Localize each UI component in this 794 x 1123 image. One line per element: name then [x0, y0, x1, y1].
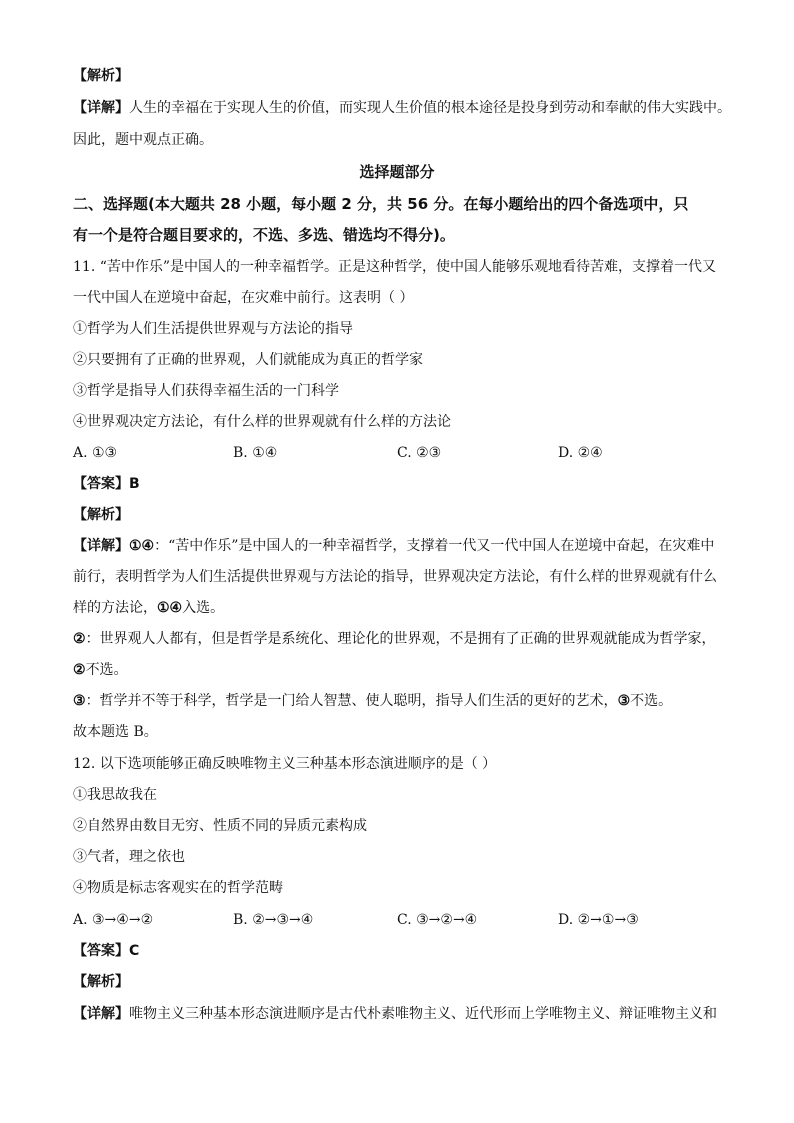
option-d: D. ②→①→③ — [558, 912, 639, 928]
detail-paragraph — [73, 691, 672, 711]
question-11-item: ①哲学为人们生活提供世界观与方法论的指导 — [73, 321, 353, 337]
question-12-item: ③气者，理之依也 — [73, 849, 185, 865]
detail-text: ：“苦中作乐”是中国人的一种幸福哲学，支撑着一代又一代中国人在逆境中奋起，在灾难中 — [154, 538, 715, 554]
detail-text: ：世界观人人都有，但是哲学是系统化、理论化的世界观，不是拥有了正确的世界观就能成为哲学家， — [85, 631, 716, 647]
analysis-label: 【解析】 — [73, 974, 129, 990]
detail-text: 不选。 — [630, 693, 673, 709]
detail-paragraph — [73, 536, 714, 556]
question-12-item: ④物质是标志客观实在的哲学范畴 — [73, 880, 283, 896]
analysis-label: 【解析】 — [73, 507, 129, 523]
detail-text: 前行，表明哲学为人们生活提供世界观与方法论的指导，世界观决定方法论，有什么样的世界观就有什么 — [73, 569, 717, 585]
option-mark: ③ — [73, 693, 86, 709]
option-a: A. ③→④→② — [73, 912, 154, 928]
option-mark: ①④ — [129, 538, 155, 554]
option-d: D. ②④ — [558, 445, 603, 461]
section-header: 二、选择题(本大题共 28 小题，每小题 2 分，共 56 分。在每小题给出的四个备选项中，只 — [73, 195, 689, 213]
option-mark: ② — [73, 662, 86, 678]
detail-text: 唯物主义三种基本形态演进顺序是古代朴素唯物主义、近代形而上学唯物主义、辩证唯物主义和 — [129, 1006, 717, 1022]
question-12-stem: 12. 以下选项能够正确反映唯物主义三种基本形态演进顺序的是（ ） — [73, 756, 497, 772]
answer-label: 【答案】B — [73, 476, 140, 492]
option-a: A. ①③ — [73, 445, 118, 461]
option-c: C. ③→②→④ — [397, 912, 478, 928]
detail-text: 不选。 — [85, 662, 128, 678]
detail-paragraph — [73, 660, 128, 680]
section-title: 选择题部分 — [359, 163, 435, 181]
detail-paragraph — [73, 98, 731, 118]
detail-paragraph — [73, 629, 716, 649]
option-mark: ③ — [617, 693, 631, 709]
detail-label: 【详解】 — [73, 100, 129, 116]
question-11-item: ③哲学是指导人们获得幸福生活的一门科学 — [73, 383, 339, 399]
option-b: B. ②→③→④ — [233, 912, 314, 928]
option-mark: ①④ — [157, 600, 183, 616]
question-11-item: ④世界观决定方法论，有什么样的世界观就有什么样的方法论 — [73, 414, 451, 430]
analysis-label: 【解析】 — [73, 68, 129, 84]
question-11-stem: 一代中国人在逆境中奋起，在灾难中前行。这表明（ ） — [73, 290, 414, 306]
question-12-item: ②自然界由数目无穷、性质不同的异质元素构成 — [73, 818, 367, 834]
detail-label: 【详解】 — [73, 538, 129, 554]
section-header: 有一个是符合题目要求的，不选、多选、错选均不得分)。 — [73, 226, 455, 244]
detail-text: 因此，题中观点正确。 — [73, 132, 213, 148]
detail-text: ：哲学并不等于科学，哲学是一门给人智慧、使人聪明，指导人们生活的更好的艺术， — [85, 693, 618, 709]
conclusion-text: 故本题选 B。 — [73, 724, 158, 740]
answer-label: 【答案】C — [73, 943, 140, 959]
detail-label: 【详解】 — [73, 1006, 129, 1022]
question-11-stem: 11. “苦中作乐”是中国人的一种幸福哲学。正是这种哲学，使中国人能够乐观地看待苦难，支撑着一代又 — [73, 259, 717, 275]
question-12-item: ①我思故我在 — [73, 787, 157, 803]
question-11-item: ②只要拥有了正确的世界观，人们就能成为真正的哲学家 — [73, 352, 423, 368]
option-b: B. ①④ — [233, 445, 278, 461]
detail-text: 入选。 — [182, 600, 225, 616]
detail-paragraph — [73, 598, 224, 618]
option-mark: ② — [73, 631, 86, 647]
detail-paragraph — [73, 1004, 717, 1024]
detail-text: 样的方法论， — [73, 600, 157, 616]
detail-text: 人生的幸福在于实现人生的价值，而实现人生价值的根本途径是投身到劳动和奉献的伟大实践中。 — [129, 100, 731, 116]
option-c: C. ②③ — [397, 445, 442, 461]
